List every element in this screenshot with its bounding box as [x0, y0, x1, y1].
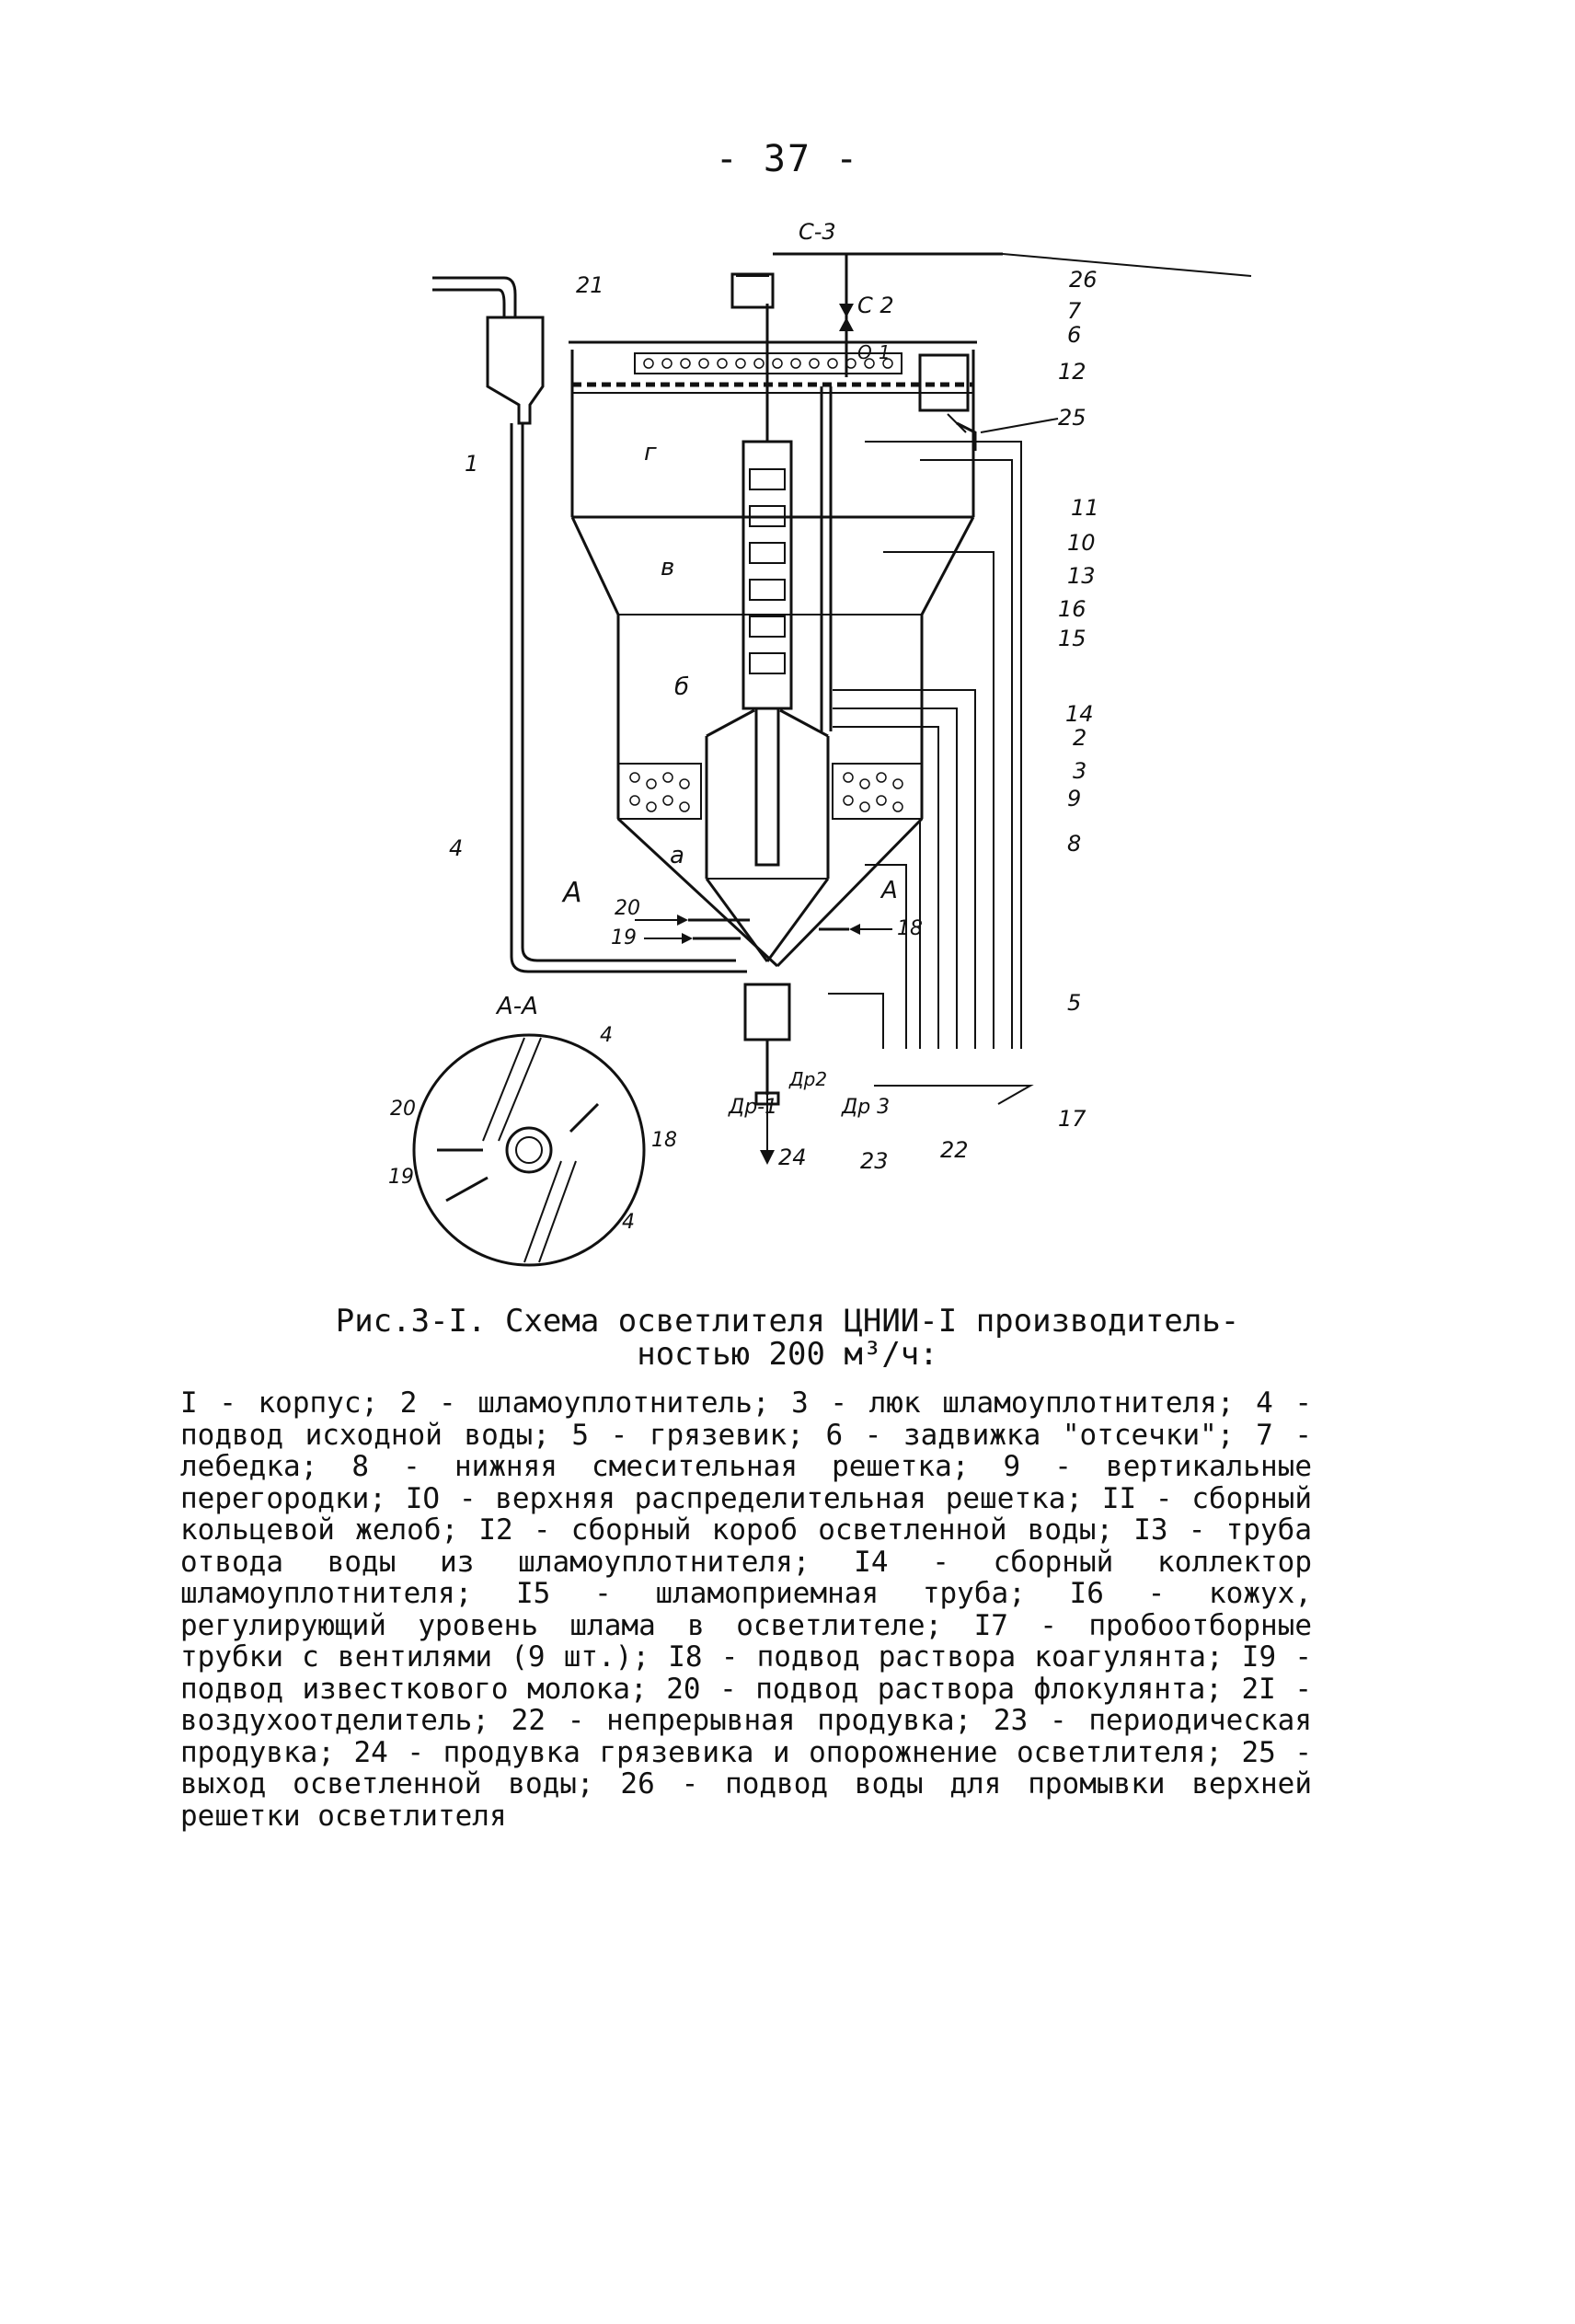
label-o1: O-1: [857, 341, 891, 363]
callout-8: 8: [1067, 831, 1082, 857]
zone-label-v: в: [661, 554, 675, 581]
callout-6: 6: [1067, 322, 1082, 348]
callout-9: 9: [1067, 786, 1082, 811]
caption-line-2: ностью 200 м³/ч:: [637, 1336, 938, 1373]
label-arrow-a-left: A: [563, 877, 582, 909]
callout-13: 13: [1067, 563, 1096, 589]
zone-label-a: а: [670, 842, 684, 869]
callout-18: 18: [897, 917, 923, 940]
callout-2: 2: [1073, 725, 1087, 751]
callout-4: 4: [449, 835, 464, 861]
figure-caption: [0, 1305, 1575, 1371]
label-c3: C-3: [799, 219, 836, 245]
callout-20: 20: [615, 897, 640, 920]
label-dr3: Др 3: [842, 1096, 891, 1119]
section-callout-19: 19: [388, 1166, 414, 1189]
label-arrow-a-right: A: [881, 877, 898, 904]
zone-label-b: б: [674, 673, 690, 701]
section-callout-4-top: 4: [600, 1024, 613, 1047]
label-c2: C 2: [857, 293, 894, 318]
zone-label-g: г: [644, 439, 657, 466]
dosing-inputs: [635, 915, 892, 944]
callout-16: 16: [1058, 596, 1086, 622]
callout-15: 15: [1058, 626, 1086, 651]
callout-21: 21: [576, 272, 604, 298]
section-a-a: [414, 1035, 644, 1265]
callout-10: 10: [1067, 530, 1096, 556]
figure-legend: I - корпус; 2 - шламоуплотнитель; 3 - люк шламоуплотнителя; 4 - подвод исходной воды; 5 - грязевик; 6 - задвижка "отсечки"; 7 - лебедка; 8 - нижняя смесительная решетка; 9 - вертикальные перегородки; IO - верхняя распределительная решетка; II - сборный кольцевой желоб; I2 - сборный короб осветленной воды; I3 - труба отвода воды из шламоуплотнителя; I4 - сборный коллектор шламоуплотнителя; I5 - шламоприемная труба; I6 - кожух, регулирующий уровень шлама в осветлителе; I7 - пробоотборные трубки с вентилями (9 шт.); I8 - подвод раствора коагулянта; I9 - подвод известкового молока; 20 - подвод раствора флокулянта; 2I - воздухоотделитель; 22 - непрерывная продувка; 23 - периодическая продувка; 24 - продувка грязевика и опорожнение осветлителя; 25 - выход осветленной воды; 26 - подвод воды для промывки верхней решетки осветлителя: [180, 1386, 1312, 1833]
label-dr2: Др2: [789, 1068, 828, 1090]
label-section: A-A: [497, 993, 538, 1020]
callout-19: 19: [611, 926, 637, 949]
callout-24: 24: [778, 1145, 807, 1170]
callout-26: 26: [1069, 267, 1098, 293]
callout-22: 22: [940, 1137, 969, 1163]
raw-water-supply: [432, 278, 747, 972]
section-callout-18: 18: [651, 1129, 677, 1152]
callout-1: 1: [465, 451, 479, 477]
lower-grate-pattern: [630, 773, 902, 811]
callout-11: 11: [1071, 495, 1099, 521]
callout-25: 25: [1058, 405, 1086, 431]
sampling-tubes: [828, 442, 1030, 1104]
page-number: - 37 -: [715, 138, 860, 180]
callout-7: 7: [1067, 298, 1082, 324]
label-dr1: Др-1: [729, 1096, 778, 1119]
caption-line-1: Рис.3-I. Схема осветлителя ЦНИИ-I производитель-: [335, 1303, 1240, 1340]
callout-17: 17: [1058, 1106, 1086, 1132]
callout-3: 3: [1073, 758, 1087, 784]
section-callout-4-bottom: 4: [622, 1211, 635, 1234]
section-callout-20: 20: [390, 1098, 416, 1121]
callout-14: 14: [1065, 701, 1094, 727]
callout-5: 5: [1067, 990, 1082, 1016]
callout-12: 12: [1058, 359, 1086, 385]
callout-23: 23: [860, 1148, 889, 1174]
